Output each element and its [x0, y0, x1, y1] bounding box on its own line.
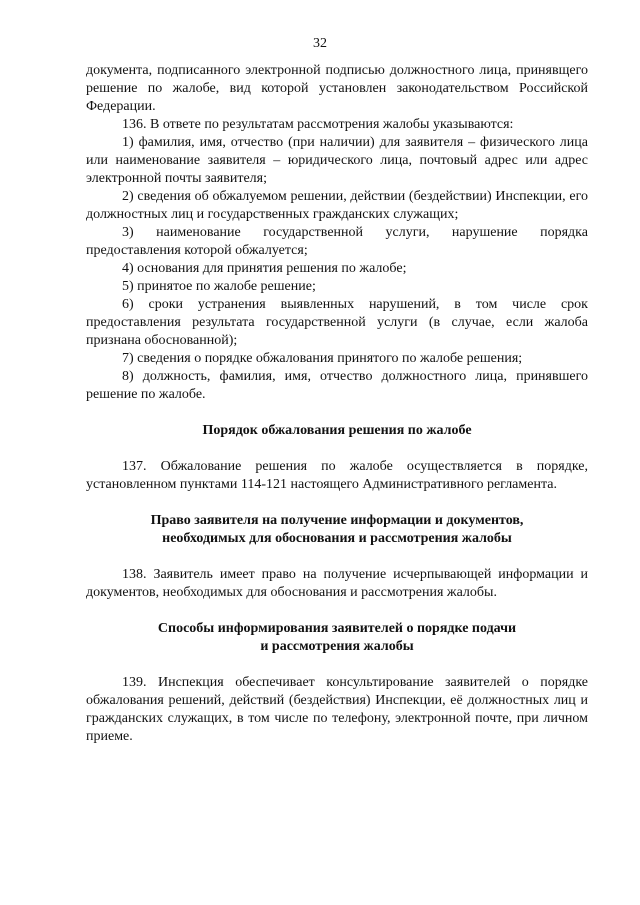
- spacer: [86, 548, 588, 566]
- section-inform-text: 139. Инспекция обеспечивает консультирование заявителей о порядке обжалования решений, действий (бездействия) Инспекции, её должностных лиц и гражданских служащих, в том числе по телефону, электронной почте, при личном приеме.: [86, 675, 588, 744]
- section-appeal-text: 137. Обжалование решения по жалобе осуществляется в порядке, установленном пунктами 114-121 настоящего Административного регламента.: [86, 459, 588, 492]
- item-136-point-8: 8) должность, фамилия, имя, отчество должностного лица, принявшего решение по жалобе.: [86, 369, 588, 402]
- section-inform-heading-line2: и рассмотрения жалобы: [260, 639, 414, 654]
- section-rights-text: 138. Заявитель имеет право на получение исчерпывающей информации и документов, необходимых для обоснования и рассмотрения жалобы.: [86, 567, 588, 600]
- section-rights-heading-line1: Право заявителя на получение информации и документов,: [150, 513, 524, 528]
- page-body: [86, 62, 588, 746]
- section-appeal-heading: Порядок обжалования решения по жалобе: [202, 423, 472, 438]
- spacer: [86, 494, 588, 512]
- spacer: [86, 440, 588, 458]
- item-136-lead: 136. В ответе по результатам рассмотрения жалобы указываются:: [122, 117, 514, 132]
- page-number: 32: [313, 36, 327, 51]
- item-136-point-4: 4) основания для принятия решения по жалобе;: [122, 261, 407, 276]
- spacer: [86, 404, 588, 422]
- item-136-point-3: 3) наименование государственной услуги, нарушение порядка предоставления которой обжалуется;: [86, 225, 588, 258]
- section-rights-heading-line2: необходимых для обоснования и рассмотрения жалобы: [162, 531, 512, 546]
- item-136-point-7: 7) сведения о порядке обжалования принятого по жалобе решения;: [122, 351, 523, 366]
- spacer: [86, 656, 588, 674]
- item-136-point-1: 1) фамилия, имя, отчество (при наличии) для заявителя – физического лица или наименование заявителя – юридического лица, почтовый адрес или адрес электронной почты заявителя;: [86, 135, 588, 186]
- section-inform-heading-line1: Способы информирования заявителей о порядке подачи: [157, 621, 517, 636]
- spacer: [86, 602, 588, 620]
- item-136-point-5: 5) принятое по жалобе решение;: [122, 279, 316, 294]
- item-136-point-6: 6) сроки устранения выявленных нарушений, в том числе срок предоставления результата государственной услуги (в случае, если жалоба признана обоснованной);: [86, 297, 588, 348]
- intro-continuation: документа, подписанного электронной подписью должностного лица, принявщего решение по жалобе, вид которой установлен законодательством Российской Федерации.: [86, 63, 588, 114]
- item-136-point-2: 2) сведения об обжалуемом решении, действии (бездействии) Инспекции, его должностных лиц и государственных гражданских служащих;: [86, 189, 588, 222]
